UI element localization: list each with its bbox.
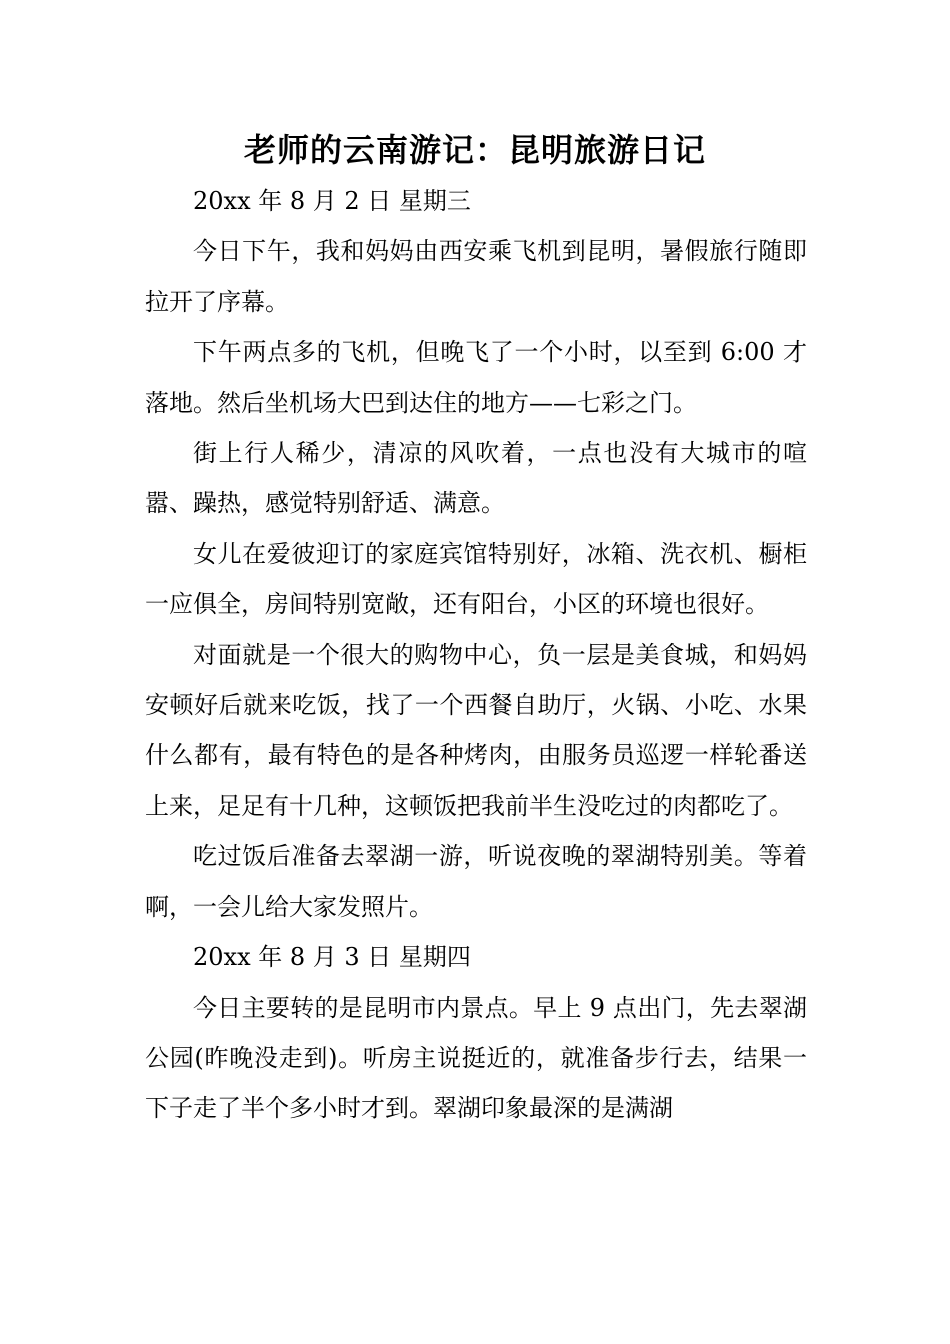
document-body xyxy=(145,176,807,1134)
date-heading: 20xx 年 8 月 2 日 星期三 xyxy=(193,187,471,215)
paragraph: 吃过饭后准备去翠湖一游，听说夜晚的翠湖特别美。等着啊，一会儿给大家发照片。 xyxy=(145,842,807,921)
paragraph: 今日下午，我和妈妈由西安乘飞机到昆明，暑假旅行随即拉开了序幕。 xyxy=(145,237,807,316)
paragraph: 对面就是一个很大的购物中心，负一层是美食城，和妈妈安顿好后就来吃饭，找了一个西餐自助厅，火锅、小吃、水果什么都有，最有特色的是各种烤肉，由服务员巡逻一样轮番送上来，足足有十几种，这顿饭把我前半生没吃过的肉都吃了。 xyxy=(145,640,807,820)
date-heading: 20xx 年 8 月 3 日 星期四 xyxy=(193,943,471,972)
paragraph: 今日主要转的是昆明市内景点。早上 9 点出门，先去翠湖公园(昨晚没走到)。听房主说挺近的，就准备步行去，结果一下子走了半个多小时才到。翠湖印象最深的是满湖 xyxy=(145,993,807,1123)
paragraph: 下午两点多的飞机，但晚飞了一个小时，以至到 6:00 才落地。然后坐机场大巴到达住的地方——七彩之门。 xyxy=(145,338,807,417)
paragraph: 女儿在爱彼迎订的家庭宾馆特别好，冰箱、洗衣机、橱柜一应俱全，房间特别宽敞，还有阳台，小区的环境也很好。 xyxy=(145,539,807,619)
document-title: 老师的云南游记：昆明旅游日记 xyxy=(243,131,706,169)
paragraph: 街上行人稀少，清凉的风吹着，一点也没有大城市的喧嚣、躁热，感觉特别舒适、满意。 xyxy=(145,439,807,518)
